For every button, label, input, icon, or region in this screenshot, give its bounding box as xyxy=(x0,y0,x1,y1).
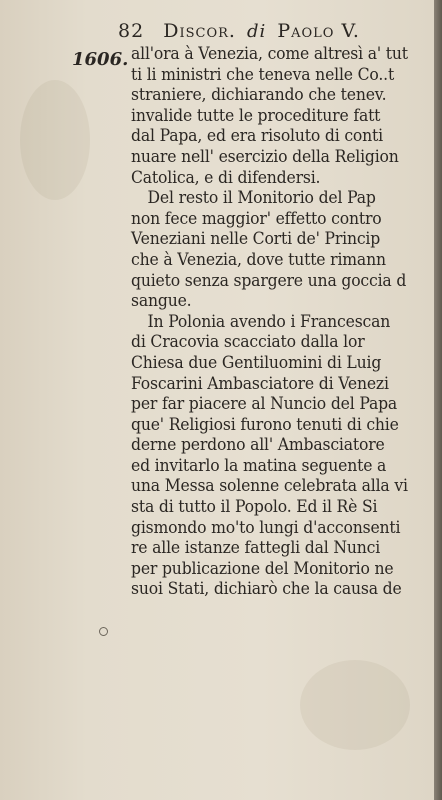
text-line: straniere, dichiarando che tenev. xyxy=(131,85,387,106)
text-line: sangue. xyxy=(131,291,192,312)
running-head-b: di xyxy=(247,21,267,42)
text-line: Foscarini Ambasciatore di Venezi xyxy=(131,373,389,394)
running-head-c: Paolo V. xyxy=(277,20,360,42)
text-line: non fece maggior' effetto contro xyxy=(131,208,382,229)
body-text xyxy=(131,44,436,600)
paper-stain xyxy=(300,660,410,750)
text-line: re alle istanze fattegli dal Nunci xyxy=(131,538,381,559)
text-line: di Cracovia scacciato dalla lor xyxy=(131,332,365,353)
text-line: Veneziani nelle Corti de' Princip xyxy=(131,229,381,250)
text-line: sta di tutto il Popolo. Ed il Rè Si xyxy=(131,497,378,518)
text-line: per publicazione del Monitorio ne xyxy=(131,558,394,579)
page-number: 82 xyxy=(118,20,145,42)
running-head-a: Discor. xyxy=(163,20,236,42)
running-header xyxy=(118,20,418,46)
text-line: gismondo mo'to lungi d'acconsenti xyxy=(131,517,401,538)
margin-mark xyxy=(99,627,108,636)
paper-stain xyxy=(20,80,90,200)
text-line: per far piacere al Nuncio del Papa xyxy=(131,394,398,415)
text-line: derne perdono all' Ambasciatore xyxy=(131,435,385,456)
text-line: Catolica, e di difendersi. xyxy=(131,167,321,188)
margin-year: 1606. xyxy=(72,49,129,70)
text-line: dal Papa, ed era risoluto di conti xyxy=(131,126,383,147)
text-line: ed invitarlo la matina seguente a xyxy=(131,455,387,476)
text-line: Del resto il Monitorio del Pap xyxy=(147,188,376,209)
text-line: ti li ministri che teneva nelle Co..t xyxy=(131,64,395,85)
text-line: una Messa solenne celebrata alla vi xyxy=(131,476,408,497)
text-line: suoi Stati, dichiarò che la causa de xyxy=(131,579,402,600)
text-line: In Polonia avendo i Francescan xyxy=(147,311,391,332)
text-line: all'ora à Venezia, come altresì a' tut xyxy=(131,44,408,64)
text-line: nuare nell' esercizio della Religion xyxy=(131,146,399,167)
text-line: Chiesa due Gentiluomini di Luig xyxy=(131,352,382,373)
text-line: invalide tutte le procediture fatt xyxy=(131,105,381,126)
book-gutter xyxy=(434,0,442,800)
text-line: che à Venezia, dove tutte rimann xyxy=(131,249,386,270)
text-line: que' Religiosi furono tenuti di chie xyxy=(131,414,399,435)
text-line: quieto senza spargere una goccia d xyxy=(131,270,407,291)
